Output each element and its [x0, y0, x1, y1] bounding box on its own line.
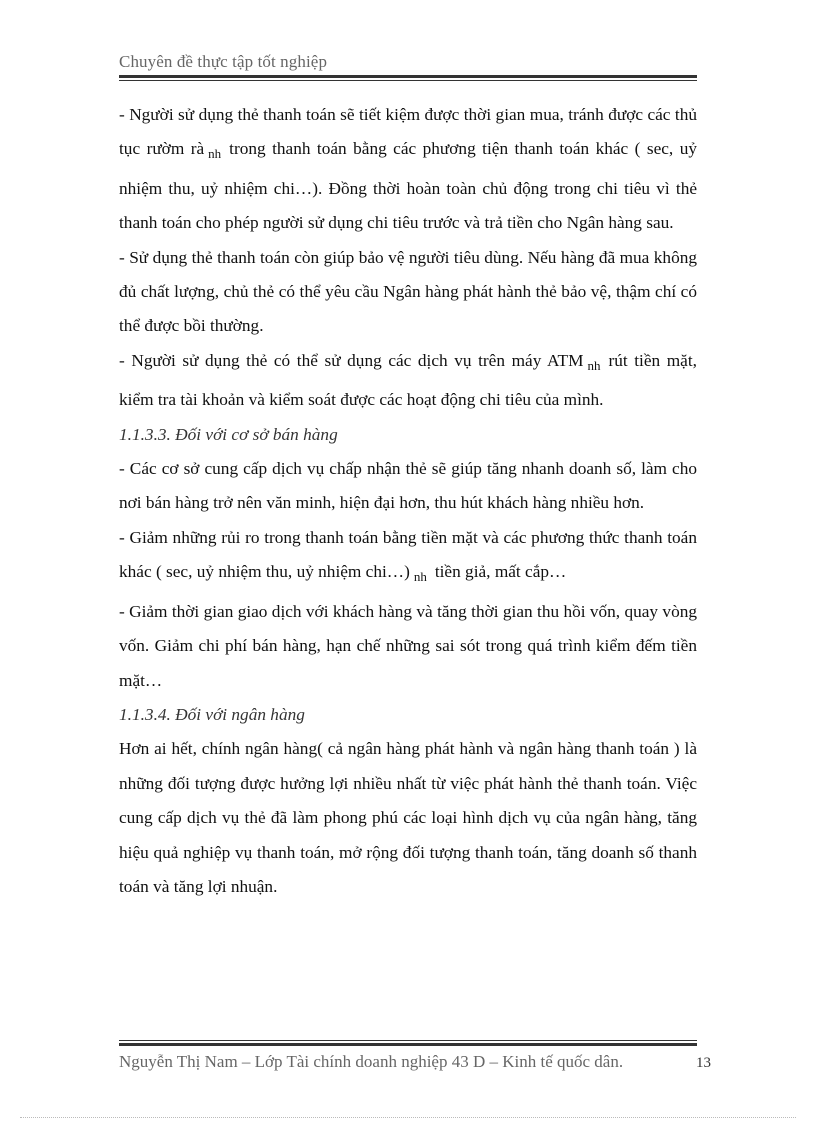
paragraph-text: rút tiền mặt, kiểm tra tài khoản và kiểm soát được các hoạt động chi tiêu của mình.	[119, 350, 697, 410]
section-heading-1-1-3-3: 1.1.3.3. Đối với cơ sở bán hàng	[119, 424, 338, 444]
paragraph-text: - Người sử dụng thẻ có thể sử dụng các dịch vụ trên máy ATM	[119, 350, 584, 370]
footer-row	[119, 1052, 711, 1072]
paragraph-7: Hơn ai hết, chính ngân hàng( cả ngân hàng phát hành và ngân hàng thanh toán ) là những đối tượng được hưởng lợi nhiều nhất từ việc phát hành thẻ thanh toán. Việc cung cấp dịch vụ thẻ đã làm phong phú các loại hình dịch vụ của ngân hàng, tăng hiệu quả nghiệp vụ thanh toán, mở rộng đối tượng thanh toán, tăng doanh số thanh toán và tăng lợi nhuận.	[119, 739, 697, 896]
subscript-note: nh	[413, 569, 427, 585]
paragraph-text: - Người sử dụng thẻ thanh toán sẽ tiết kiệm được thời gian mua, tránh được các thủ tục rườm rà	[119, 105, 697, 159]
paragraph-2: - Sử dụng thẻ thanh toán còn giúp bảo vệ người tiêu dùng. Nếu hàng đã mua không đủ chất lượng, chủ thẻ có thể yêu cầu Ngân hàng phát hành thẻ bảo vệ, thậm chí có thể được bồi thường.	[119, 247, 697, 336]
page-header	[119, 52, 697, 81]
paragraph-5	[119, 521, 697, 595]
footer-text: Nguyễn Thị Nam – Lớp Tài chính doanh nghiệp 43 D – Kinh tế quốc dân.	[119, 1052, 624, 1071]
paragraph-text: - Giảm những rủi ro trong thanh toán bằng tiền mặt và các phương thức thanh toán khác ( sec, uỷ nhiệm thu, uỷ nhiệm chi…)	[119, 527, 697, 582]
header-rule	[119, 75, 697, 81]
paragraph-3	[119, 344, 697, 418]
paragraph-text: trong thanh toán bằng các phương tiện thanh toán khác ( sec, uỷ nhiệm thu, uỷ nhiệm chi…). Đồng thời hoàn toàn chủ động trong chi tiêu vì thẻ thanh toán cho phép người sử dụng chi tiêu trước và trả tiền cho Ngân hàng sau.	[119, 139, 697, 233]
paragraph-4: - Các cơ sở cung cấp dịch vụ chấp nhận thẻ sẽ giúp tăng nhanh doanh số, làm cho nơi bán hàng trở nên văn minh, hiện đại hơn, thu hút khách hàng nhiều hơn.	[119, 459, 697, 513]
document-body	[119, 98, 697, 904]
page-number: 13	[696, 1055, 711, 1071]
paragraph-1	[119, 98, 697, 241]
section-heading-1-1-3-4: 1.1.3.4. Đối với ngân hàng	[119, 704, 305, 724]
footer-rule	[119, 1040, 697, 1046]
subscript-note: nh	[208, 146, 222, 162]
paragraph-6: - Giảm thời gian giao dịch với khách hàng và tăng thời gian thu hồi vốn, quay vòng vốn. Giảm chi phí bán hàng, hạn chế những sai sót trong quá trình kiểm đếm tiền mặt…	[119, 601, 697, 690]
page-footer	[119, 1040, 711, 1072]
page-bottom-border	[20, 1117, 796, 1118]
subscript-note: nh	[587, 357, 601, 373]
paragraph-text: tiền giả, mất cắp…	[434, 562, 567, 582]
header-title: Chuyên đề thực tập tốt nghiệp	[119, 52, 328, 71]
